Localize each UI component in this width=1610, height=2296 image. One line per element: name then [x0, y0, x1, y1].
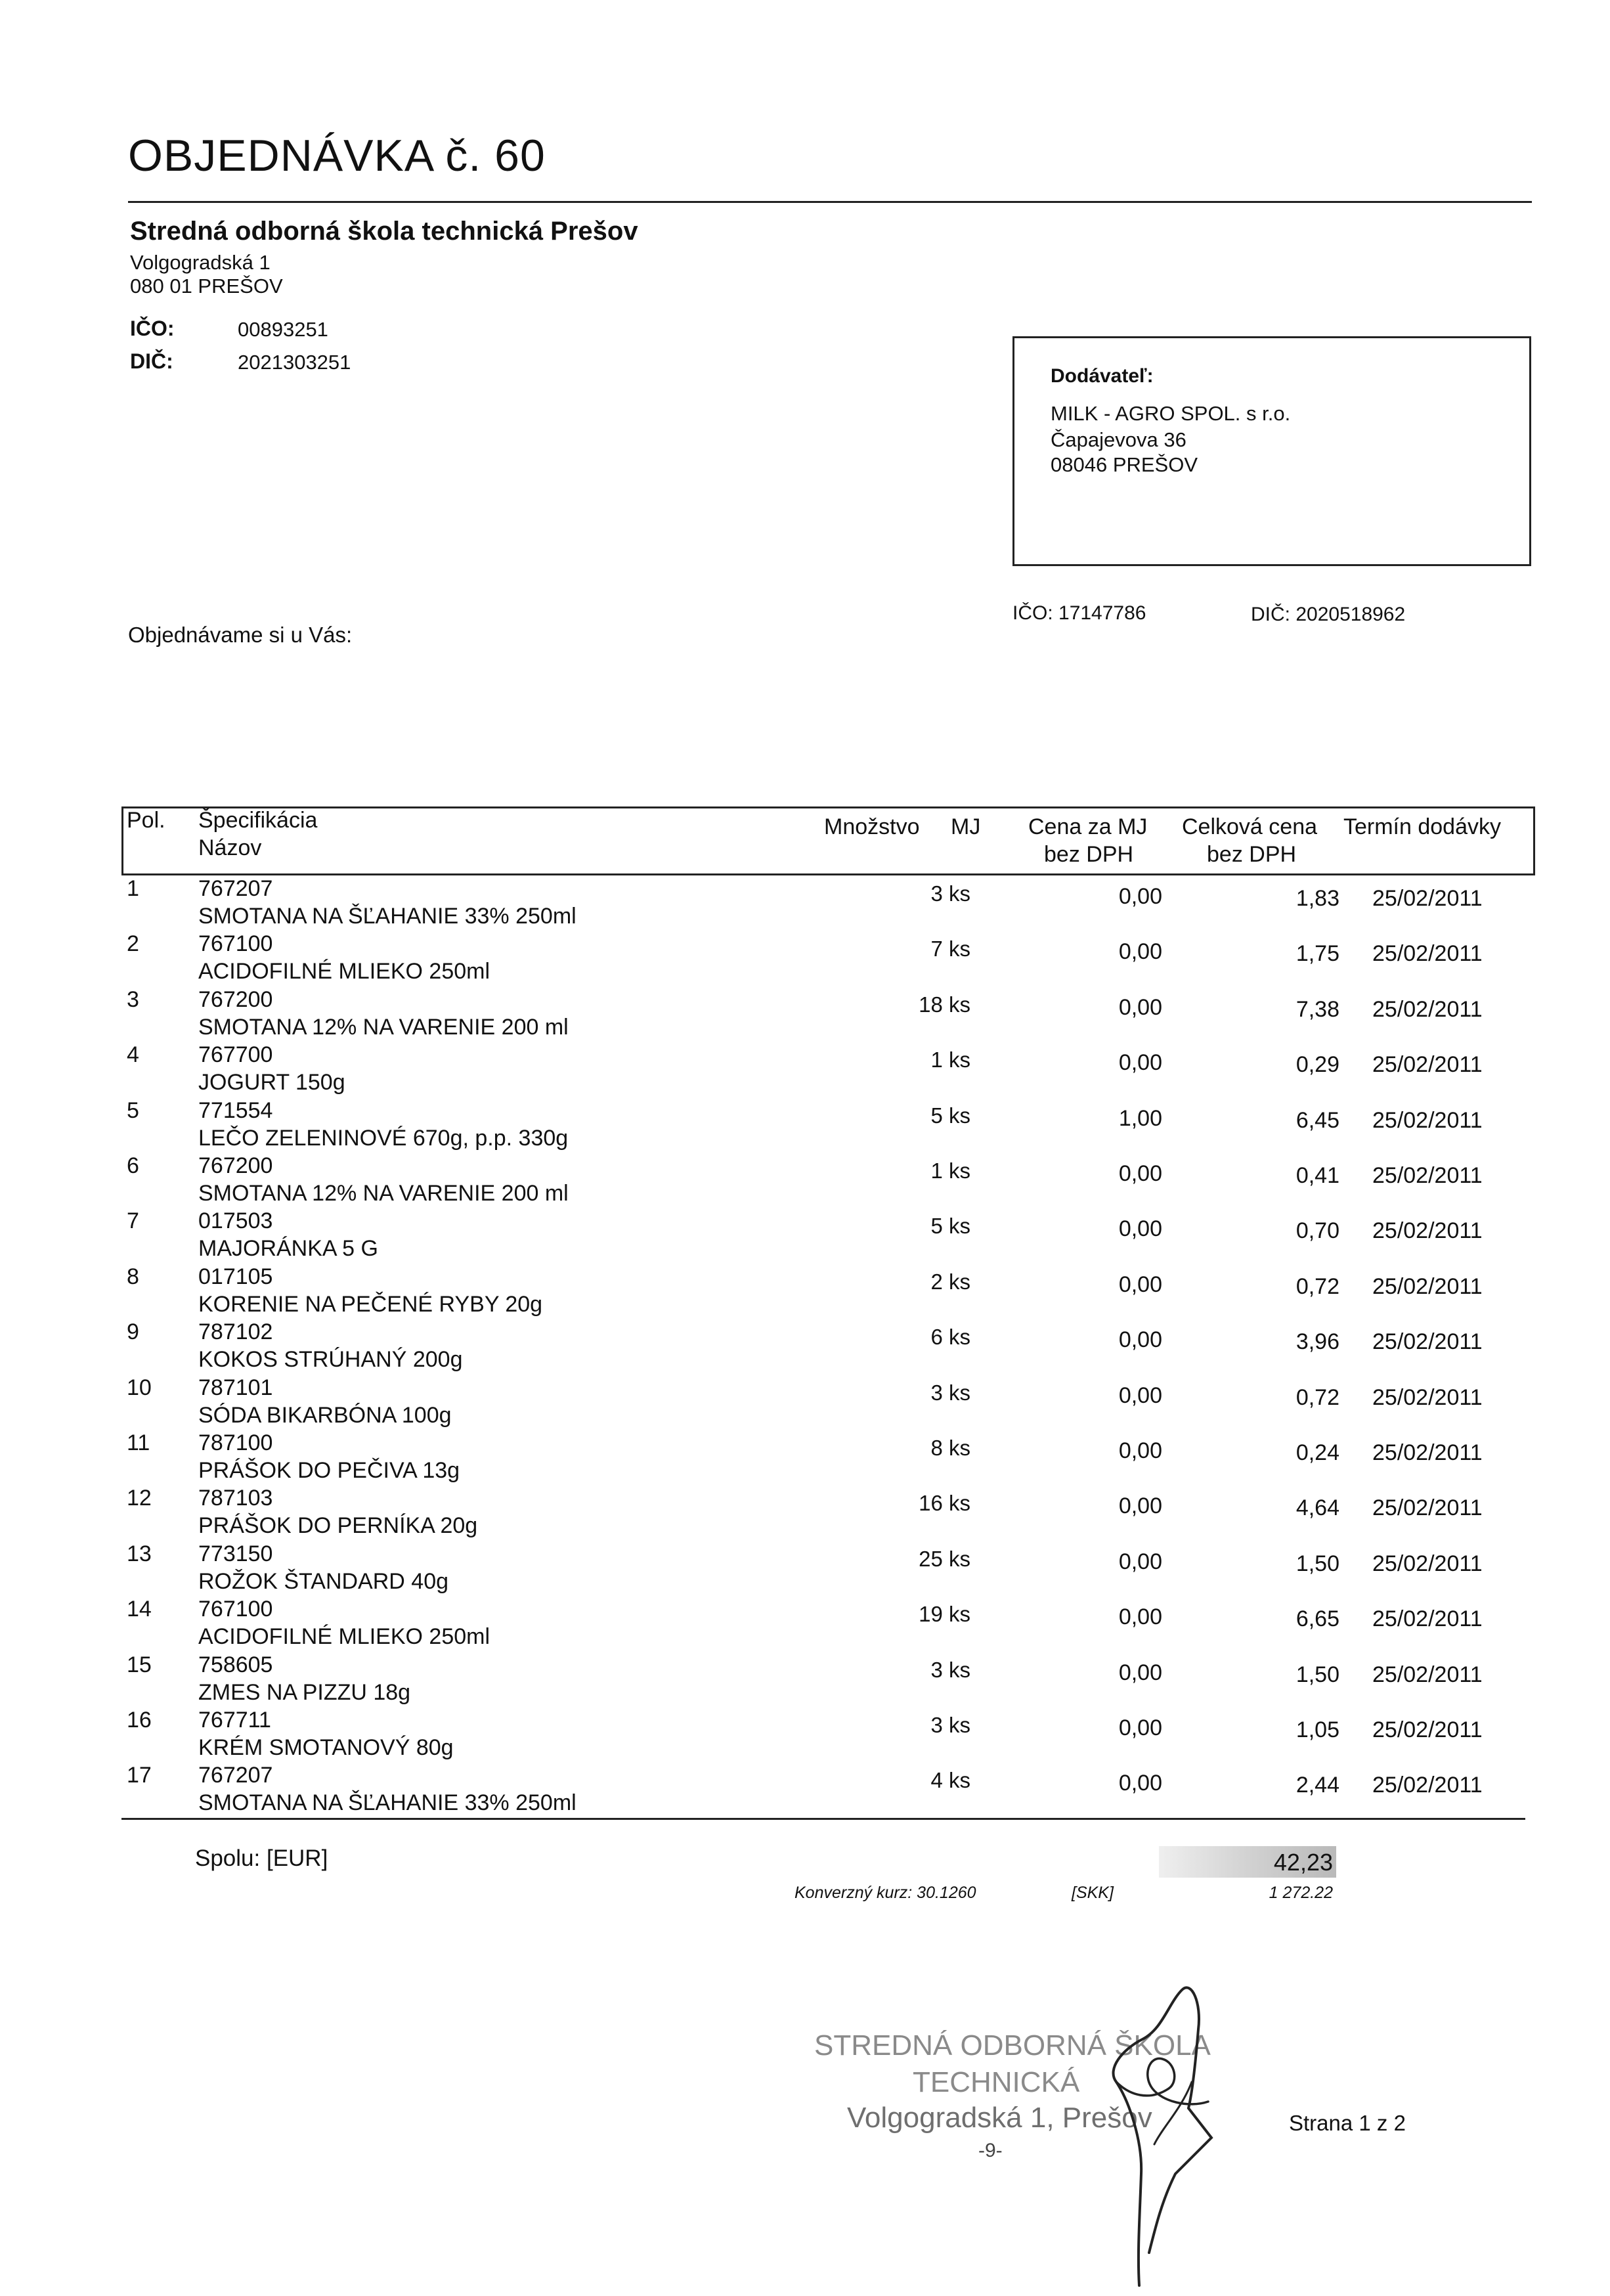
row-date: 25/02/2011 [1372, 1662, 1483, 1687]
buyer-ico-label: IČO: [130, 317, 175, 340]
row-name: PRÁŠOK DO PERNÍKA 20g [198, 1513, 478, 1539]
row-pol: 14 [127, 1597, 152, 1622]
stamp-line4: -9- [978, 2140, 1003, 2161]
row-price: 0,00 [1118, 1271, 1162, 1297]
table-bottom-rule [121, 1818, 1525, 1820]
row-price: 0,00 [1118, 1327, 1162, 1353]
row-pol: 1 [127, 876, 139, 901]
row-price: 0,00 [1118, 884, 1162, 909]
row-date: 25/02/2011 [1372, 1551, 1483, 1576]
row-pol: 13 [127, 1541, 152, 1566]
row-name: MAJORÁNKA 5 G [198, 1236, 378, 1262]
row-code: 767207 [198, 876, 273, 901]
order-intro: Objednávame si u Vás: [128, 623, 353, 647]
row-qty: 1 ks [930, 1159, 970, 1183]
row-qty: 6 ks [930, 1325, 970, 1350]
row-price: 0,00 [1118, 1161, 1162, 1186]
row-code: 787102 [198, 1319, 273, 1345]
row-pol: 15 [127, 1652, 152, 1677]
row-date: 25/02/2011 [1372, 1495, 1483, 1521]
row-qty: 4 ks [930, 1768, 970, 1793]
supplier-ico: IČO: 17147786 [1012, 602, 1146, 624]
row-code: 767700 [198, 1042, 273, 1068]
row-date: 25/02/2011 [1372, 1107, 1483, 1133]
supplier-name: MILK - AGRO SPOL. s r.o. [1051, 402, 1291, 425]
row-qty: 3 ks [930, 1713, 970, 1737]
row-total: 6,65 [1295, 1606, 1339, 1632]
col-cena: Cena za MJ [1028, 814, 1148, 839]
row-price: 1,00 [1118, 1105, 1162, 1131]
row-date: 25/02/2011 [1372, 1163, 1483, 1188]
stamp-line2: TECHNICKÁ [913, 2066, 1080, 2098]
buyer-city: 080 01 PREŠOV [130, 275, 283, 298]
row-pol: 11 [127, 1430, 150, 1455]
row-total: 1,83 [1295, 886, 1339, 911]
col-celkova: Celková cena [1182, 814, 1318, 839]
row-name: PRÁŠOK DO PEČIVA 13g [198, 1458, 460, 1483]
row-code: 771554 [198, 1097, 273, 1123]
row-pol: 6 [127, 1153, 139, 1178]
document-title: OBJEDNÁVKA č. 60 [128, 131, 546, 181]
signature [1077, 1977, 1228, 2292]
row-code: 787100 [198, 1430, 273, 1455]
row-qty: 2 ks [930, 1269, 970, 1294]
row-price: 0,00 [1118, 1050, 1162, 1076]
supplier-street: Čapajevova 36 [1051, 428, 1186, 451]
row-code: 767207 [198, 1763, 273, 1788]
buyer-dic: 2021303251 [238, 351, 351, 374]
row-qty: 5 ks [930, 1214, 970, 1239]
conversion-rate: Konverzný kurz: 30.1260 [794, 1884, 976, 1902]
row-price: 0,00 [1118, 1604, 1162, 1630]
col-pol: Pol. [127, 808, 165, 833]
row-total: 3,96 [1295, 1329, 1339, 1355]
row-date: 25/02/2011 [1372, 941, 1483, 967]
row-total: 0,29 [1295, 1052, 1339, 1078]
row-code: 017105 [198, 1264, 273, 1289]
row-qty: 18 ks [919, 992, 970, 1017]
row-price: 0,00 [1118, 939, 1162, 965]
col-nazov: Názov [198, 835, 262, 860]
row-date: 25/02/2011 [1372, 1384, 1483, 1410]
row-name: SÓDA BIKARBÓNA 100g [198, 1402, 452, 1428]
row-name: ACIDOFILNÉ MLIEKO 250ml [198, 1624, 490, 1650]
row-total: 2,44 [1295, 1773, 1339, 1798]
row-qty: 5 ks [930, 1103, 970, 1128]
row-qty: 19 ks [919, 1602, 970, 1627]
row-price: 0,00 [1118, 1771, 1162, 1796]
row-date: 25/02/2011 [1372, 1606, 1483, 1632]
row-code: 767100 [198, 931, 273, 957]
row-price: 0,00 [1118, 1493, 1162, 1519]
row-code: 017503 [198, 1208, 273, 1234]
col-mj: MJ [951, 814, 981, 839]
row-pol: 5 [127, 1097, 139, 1123]
row-pol: 3 [127, 986, 139, 1012]
row-pol: 7 [127, 1208, 139, 1234]
row-total: 0,72 [1295, 1273, 1339, 1299]
row-total: 6,45 [1295, 1107, 1339, 1133]
row-pol: 2 [127, 931, 139, 957]
row-pol: 4 [127, 1042, 139, 1068]
row-date: 25/02/2011 [1372, 1273, 1483, 1299]
col-cena-sub: bez DPH [1044, 842, 1134, 867]
row-name: ACIDOFILNÉ MLIEKO 250ml [198, 959, 490, 984]
row-name: SMOTANA 12% NA VARENIE 200 ml [198, 1181, 569, 1206]
row-qty: 3 ks [930, 1657, 970, 1682]
row-name: ROŽOK ŠTANDARD 40g [198, 1568, 449, 1594]
row-name: SMOTANA NA ŠĽAHANIE 33% 250ml [198, 904, 577, 929]
row-date: 25/02/2011 [1372, 1329, 1483, 1355]
row-qty: 25 ks [919, 1546, 970, 1571]
row-total: 1,05 [1295, 1717, 1339, 1742]
row-name: ZMES NA PIZZU 18g [198, 1679, 411, 1705]
row-total: 1,75 [1295, 941, 1339, 967]
row-date: 25/02/2011 [1372, 1218, 1483, 1244]
row-qty: 3 ks [930, 1380, 970, 1405]
row-qty: 8 ks [930, 1436, 970, 1460]
row-pol: 12 [127, 1486, 152, 1511]
row-price: 0,00 [1118, 1382, 1162, 1408]
row-pol: 8 [127, 1264, 139, 1289]
row-code: 767200 [198, 1153, 273, 1178]
row-total: 0,24 [1295, 1440, 1339, 1465]
row-date: 25/02/2011 [1372, 1773, 1483, 1798]
stamp-line3: Volgogradská 1, Prešov [847, 2102, 1152, 2134]
row-price: 0,00 [1118, 1549, 1162, 1574]
sum-label: Spolu: [EUR] [195, 1845, 328, 1871]
row-code: 787103 [198, 1486, 273, 1511]
row-code: 767100 [198, 1597, 273, 1622]
row-qty: 1 ks [930, 1048, 970, 1072]
row-price: 0,00 [1118, 1216, 1162, 1242]
row-name: JOGURT 150g [198, 1070, 345, 1095]
row-name: KOKOS STRÚHANÝ 200g [198, 1347, 463, 1373]
row-name: SMOTANA 12% NA VARENIE 200 ml [198, 1014, 569, 1040]
row-pol: 16 [127, 1708, 152, 1733]
col-spec: Špecifikácia [198, 808, 318, 833]
page-indicator: Strana 1 z 2 [1289, 2111, 1406, 2135]
row-pol: 10 [127, 1375, 152, 1400]
skk-label: [SKK] [1072, 1884, 1114, 1902]
row-date: 25/02/2011 [1372, 1717, 1483, 1742]
row-code: 767711 [198, 1708, 271, 1733]
col-mnozstvo: Množstvo [824, 814, 920, 839]
row-total: 1,50 [1295, 1662, 1339, 1687]
row-total: 0,72 [1295, 1384, 1339, 1410]
row-name: KORENIE NA PEČENÉ RYBY 20g [198, 1291, 543, 1317]
row-price: 0,00 [1118, 1715, 1162, 1740]
row-pol: 17 [127, 1763, 152, 1788]
row-qty: 7 ks [930, 937, 970, 961]
row-name: SMOTANA NA ŠĽAHANIE 33% 250ml [198, 1790, 577, 1816]
row-total: 0,41 [1295, 1163, 1339, 1188]
row-code: 758605 [198, 1652, 273, 1677]
row-date: 25/02/2011 [1372, 886, 1483, 911]
row-qty: 3 ks [930, 881, 970, 906]
supplier-dic: DIČ: 2020518962 [1251, 604, 1406, 625]
row-qty: 16 ks [919, 1491, 970, 1516]
buyer-ico: 00893251 [238, 318, 328, 341]
row-date: 25/02/2011 [1372, 996, 1483, 1022]
row-total: 0,70 [1295, 1218, 1339, 1244]
skk-total: 1 272.22 [1269, 1884, 1333, 1902]
row-total: 4,64 [1295, 1495, 1339, 1521]
row-code: 773150 [198, 1541, 273, 1566]
row-price: 0,00 [1118, 1660, 1162, 1685]
header-divider [128, 201, 1532, 203]
row-price: 0,00 [1118, 994, 1162, 1020]
row-code: 767200 [198, 986, 273, 1012]
supplier-label: Dodávateľ: [1051, 365, 1154, 387]
buyer-dic-label: DIČ: [130, 349, 173, 373]
row-total: 1,50 [1295, 1551, 1339, 1576]
row-price: 0,00 [1118, 1438, 1162, 1463]
row-pol: 9 [127, 1319, 139, 1345]
row-total: 7,38 [1295, 996, 1339, 1022]
row-date: 25/02/2011 [1372, 1052, 1483, 1078]
row-name: KRÉM SMOTANOVÝ 80g [198, 1735, 454, 1760]
col-celkova-sub: bez DPH [1207, 842, 1297, 867]
col-termin: Termín dodávky [1343, 814, 1501, 839]
stamp-line1: STREDNÁ ODBORNÁ ŠKOLA [814, 2029, 1211, 2062]
buyer-street: Volgogradská 1 [130, 251, 271, 274]
sum-total: 42,23 [1273, 1849, 1333, 1876]
row-date: 25/02/2011 [1372, 1440, 1483, 1465]
supplier-city: 08046 PREŠOV [1051, 453, 1198, 476]
row-name: LEČO ZELENINOVÉ 670g, p.p. 330g [198, 1125, 569, 1151]
buyer-name: Stredná odborná škola technická Prešov [130, 217, 638, 246]
row-code: 787101 [198, 1375, 273, 1400]
